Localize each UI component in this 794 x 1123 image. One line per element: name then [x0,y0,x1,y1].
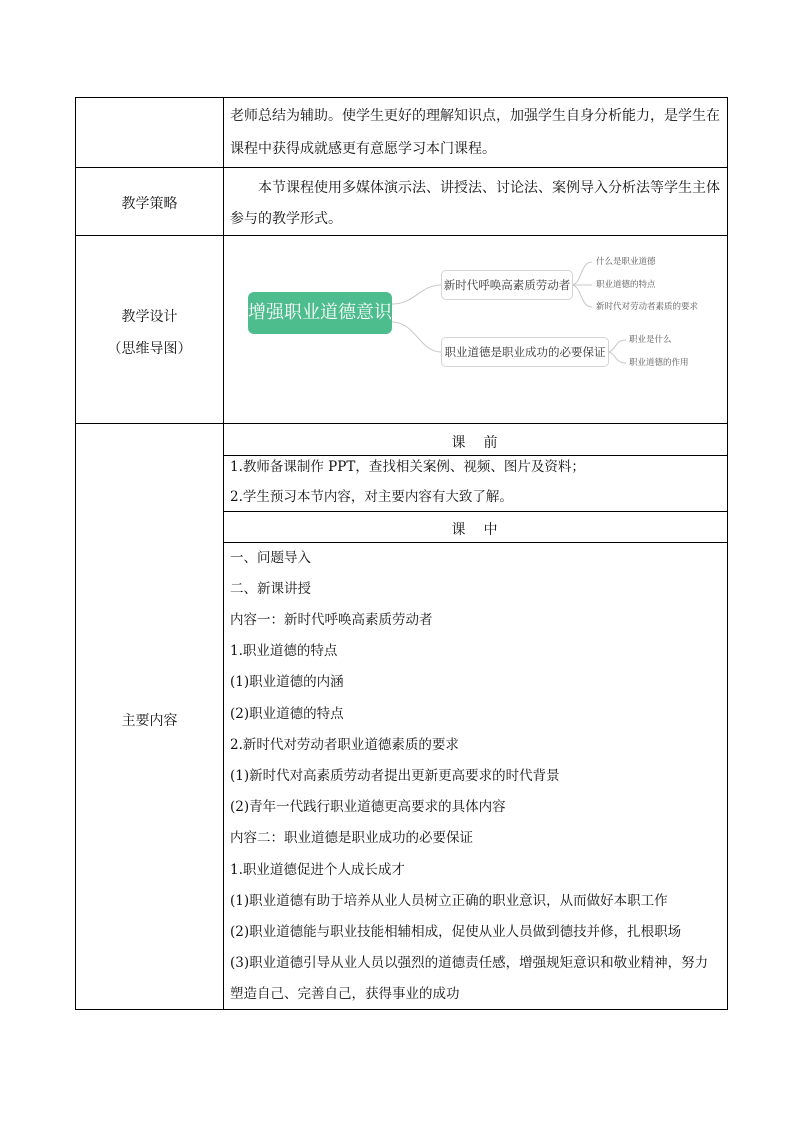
sub-divider-before-title [224,455,728,456]
in-class-title: 课 中 [451,522,500,538]
mind-map-leaf-1-2: 职业道德的特点 [596,280,656,290]
table-border-top [75,97,728,98]
mind-map-root: 增强职业道德意识 [248,292,392,334]
mind-map-leaf-2-2: 职业道德的作用 [629,358,689,368]
row-divider-design [75,235,728,236]
design-label: 教学设计 [121,309,178,325]
in-class-line: (3)职业道德引导从业人员以强烈的道德责任感，增强规矩意识和敬业精神，努力 [230,955,709,971]
in-class-line: 2.新时代对劳动者职业道德素质的要求 [230,737,459,753]
intro-line-1: 老师总结为辅助。使学生更好的理解知识点，加强学生自身分析能力，是学生在 [230,108,720,124]
design-sublabel: （思维导图） [107,341,192,357]
in-class-line: 1.职业道德的特点 [230,643,338,659]
mind-map-branch-1: 新时代呼唤高素质劳动者 [441,270,573,300]
sub-divider-in-class [224,511,728,512]
mind-map-leaf-1-3: 新时代对劳动者素质的要求 [596,302,699,312]
before-class-item-1: 1.教师备课制作 PPT，查找相关案例、视频、图片及资料； [230,459,585,475]
mind-map-branch-2: 职业道德是职业成功的必要保证 [441,337,609,367]
strategy-line-1: 本节课程使用多媒体演示法、讲授法、讨论法、案例导入分析法等学生主体 [258,180,720,196]
row-divider-main [75,423,728,424]
table-border-right [727,97,728,1010]
in-class-line: 1.职业道德促进个人成长成才 [230,862,405,878]
before-class-title: 课 前 [451,435,500,451]
intro-line-2: 课程中获得成就感更有意愿学习本门课程。 [230,141,496,157]
in-class-line: (1)职业道德有助于培养从业人员树立正确的职业意识，从而做好本职工作 [230,893,668,909]
main-content-label: 主要内容 [121,713,178,729]
in-class-line: (1)职业道德的内涵 [230,674,344,690]
strategy-label: 教学策略 [121,196,178,212]
mind-map-leaf-1-1: 什么是职业道德 [596,257,656,267]
strategy-line-2: 参与的教学形式。 [230,211,342,227]
before-class-item-2: 2.学生预习本节内容，对主要内容有大致了解。 [230,489,513,505]
in-class-line: 一、问题导入 [230,550,311,566]
table-border-left [75,97,76,1010]
in-class-line: 二、新课讲授 [230,581,311,597]
in-class-line: (1)新时代对高素质劳动者提出更新更高要求的时代背景 [230,768,560,784]
in-class-line: (2)职业道德的特点 [230,706,344,722]
row-divider-strategy [75,167,728,168]
sub-divider-in-class-title [224,542,728,543]
mind-map-leaf-2-1: 职业是什么 [629,335,672,345]
in-class-line: (2)职业道德能与职业技能相辅相成，促使从业人员做到德技并修，扎根职场 [230,924,682,940]
column-divider [223,97,224,1010]
in-class-line: (2)青年一代践行职业道德更高要求的具体内容 [230,799,506,815]
in-class-line: 塑造自己、完善自己，获得事业的成功 [230,986,460,1002]
in-class-line: 内容二：职业道德是职业成功的必要保证 [230,830,473,846]
table-border-bottom [75,1009,728,1010]
in-class-line: 内容一：新时代呼唤高素质劳动者 [230,612,433,628]
